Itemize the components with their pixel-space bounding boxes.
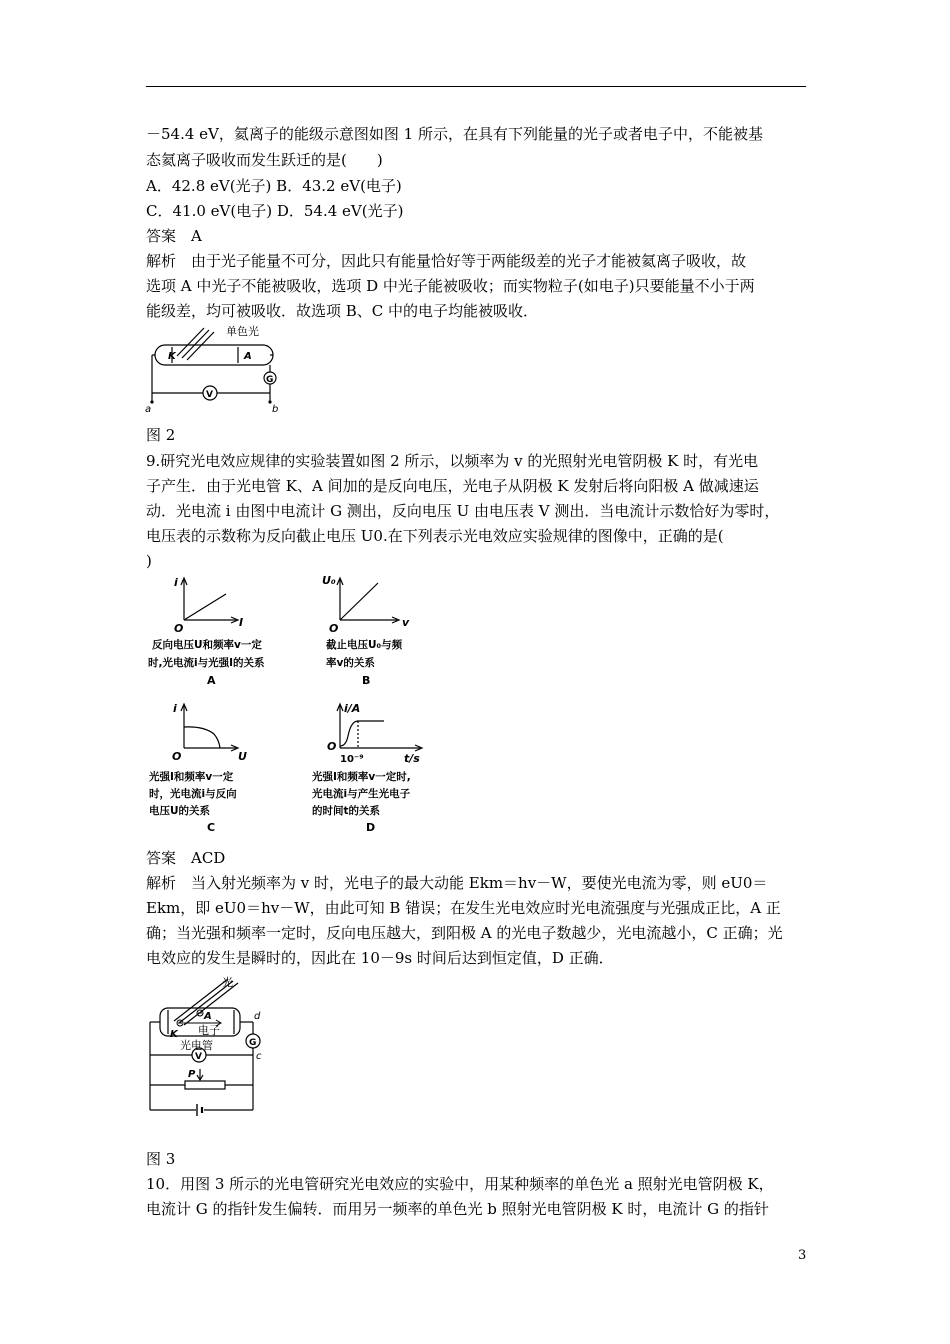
q9-line4: 电压表的示数称为反向截止电压 U0.在下列表示光电效应实验规律的图像中，正确的是( [146,527,724,545]
svg-text:O: O [329,622,339,635]
q8-answer: 答案 A [146,227,202,245]
svg-text:P: P [188,1069,196,1080]
svg-text:U₀: U₀ [322,574,336,587]
light-ray [174,979,228,1021]
q8-options-ab: A．42.8 eV(光子) B．43.2 eV(电子) [146,177,402,195]
fig2-v-label: V [206,390,213,400]
graph-d [300,700,450,835]
svg-text:光强I和频率v一定: 光强I和频率v一定 [149,771,234,783]
graph-c [146,700,296,835]
q8-explanation-2: 选项 A 中光子不能被吸收，选项 D 中光子能被吸收；而实物粒子(如电子)只要能量不小于两 [146,277,755,295]
page-number: 3 [798,1248,807,1263]
svg-text:C: C [207,821,216,834]
svg-text:d: d [254,1011,261,1022]
svg-text:i/A: i/A [344,702,361,715]
q9-explanation-3: 确；当光强和频率一定时，反向电压越大，到阳极 A 的光电子数越少，光电流越小，C 正确；光 [146,924,783,942]
svg-text:c: c [256,1051,262,1062]
q8-line2: 态氦离子吸收而发生跃迁的是( ) [146,151,383,169]
svg-text:光电管: 光电管 [180,1039,213,1052]
fig2-a-terminal: a [145,404,152,415]
svg-text:时，光电流i与反向: 时，光电流i与反向 [149,788,237,800]
svg-text:U: U [238,750,247,763]
q10-line2: 电流计 G 的指针发生偏转．而用另一频率的单色光 b 照射光电管阴极 K 时，电流计 G 的指针 [146,1200,769,1218]
q10-line1: 10．用图 3 所示的光电管研究光电效应的实验中，用某种频率的单色光 a 照射光电管阴极 K， [146,1175,774,1193]
q9-explanation-4: 电效应的发生是瞬时的，因此在 10－9s 时间后达到恒定值，D 正确． [146,949,614,967]
svg-text:的时间t的关系: 的时间t的关系 [312,805,381,817]
fig2-b-terminal: b [272,404,279,415]
q9-explanation-1: 解析 当入射光频率为 v 时，光电子的最大动能 Ekm＝hv－W，要使光电流为零，则 eU0＝ [146,874,768,892]
svg-text:i: i [173,702,177,715]
graph-a [146,570,296,690]
svg-text:截止电压U₀与频: 截止电压U₀与频 [326,639,403,651]
svg-text:i: i [174,576,178,589]
svg-text:t/s: t/s [404,752,420,765]
header-rule [146,86,806,87]
svg-text:I: I [239,616,244,629]
svg-text:K: K [170,1029,178,1040]
figure-3-caption: 图 3 [146,1150,176,1168]
svg-text:G: G [249,1038,257,1048]
svg-text:率v的关系: 率v的关系 [326,657,375,669]
q8-explanation-1: 解析 由于光子能量不可分，因此只有能量恰好等于两能级差的光子才能被氦离子吸收，故 [146,252,747,270]
svg-text:电子: 电子 [198,1024,220,1037]
svg-text:10⁻⁹: 10⁻⁹ [340,754,364,765]
q9-line2: 子产生．由于光电管 K、A 间加的是反向电压，光电子从阴极 K 发射后将向阳极 A 做减速运 [146,477,759,495]
svg-text:O: O [174,622,184,635]
figure-3-circuit [140,973,280,1118]
q9-answer: 答案 ACD [146,849,226,867]
graph-b-line [340,583,378,620]
svg-text:光强I和频率v一定时,: 光强I和频率v一定时, [312,771,411,783]
figure-2-circuit [140,322,300,414]
svg-text:D: D [366,821,376,834]
fig2-k-label: K [168,351,176,362]
svg-text:V: V [195,1052,202,1062]
fig3-light-label: 光 [222,976,233,989]
figure-2-caption: 图 2 [146,426,176,444]
svg-text:O: O [172,750,182,763]
graph-b [312,570,442,690]
light-ray [182,330,209,358]
fig2-g-label: G [266,375,274,385]
fig2-a-label: A [244,351,252,362]
q8-options-cd: C．41.0 eV(电子) D．54.4 eV(光子) [146,202,404,220]
svg-text:O: O [327,740,337,753]
svg-text:时,光电流i与光强I的关系: 时,光电流i与光强I的关系 [148,657,265,669]
svg-text:电压U的关系: 电压U的关系 [149,805,211,817]
q9-explanation-2: Ekm，即 eU0＝hv－W，由此可知 B 错误；在发生光电效应时光电流强度与光强成正比，A 正 [146,899,781,917]
fig2-light-label: 单色光 [226,325,259,338]
q9-line1: 9.研究光电效应规律的实验装置如图 2 所示，以频率为 v 的光照射光电管阴极 K 时，有光电 [146,452,759,470]
svg-text:A: A [207,674,216,687]
graph-d-curve [340,721,384,746]
q9-line3: 动．光电流 i 由图中电流计 G 测出，反向电压 U 由电压表 V 测出．当电流计示数恰好为零时， [146,502,780,520]
graph-a-line [184,594,226,620]
svg-text:反向电压U和频率v一定: 反向电压U和频率v一定 [152,639,262,651]
svg-text:B: B [362,674,371,687]
q9-line5: ) [146,552,152,570]
svg-text:光电流i与产生光电子: 光电流i与产生光电子 [312,788,411,800]
q8-explanation-3: 能级差，均可被吸收．故选项 B、C 中的电子均能被吸收． [146,302,539,320]
svg-text:A: A [204,1011,212,1022]
q8-line1: －54.4 eV，氦离子的能级示意图如图 1 所示，在具有下列能量的光子或者电子中，不能被基 [146,125,763,143]
graph-c-curve [184,727,220,748]
svg-text:v: v [402,616,410,629]
rheostat [185,1081,225,1089]
light-ray [187,332,214,360]
light-ray [177,328,204,356]
